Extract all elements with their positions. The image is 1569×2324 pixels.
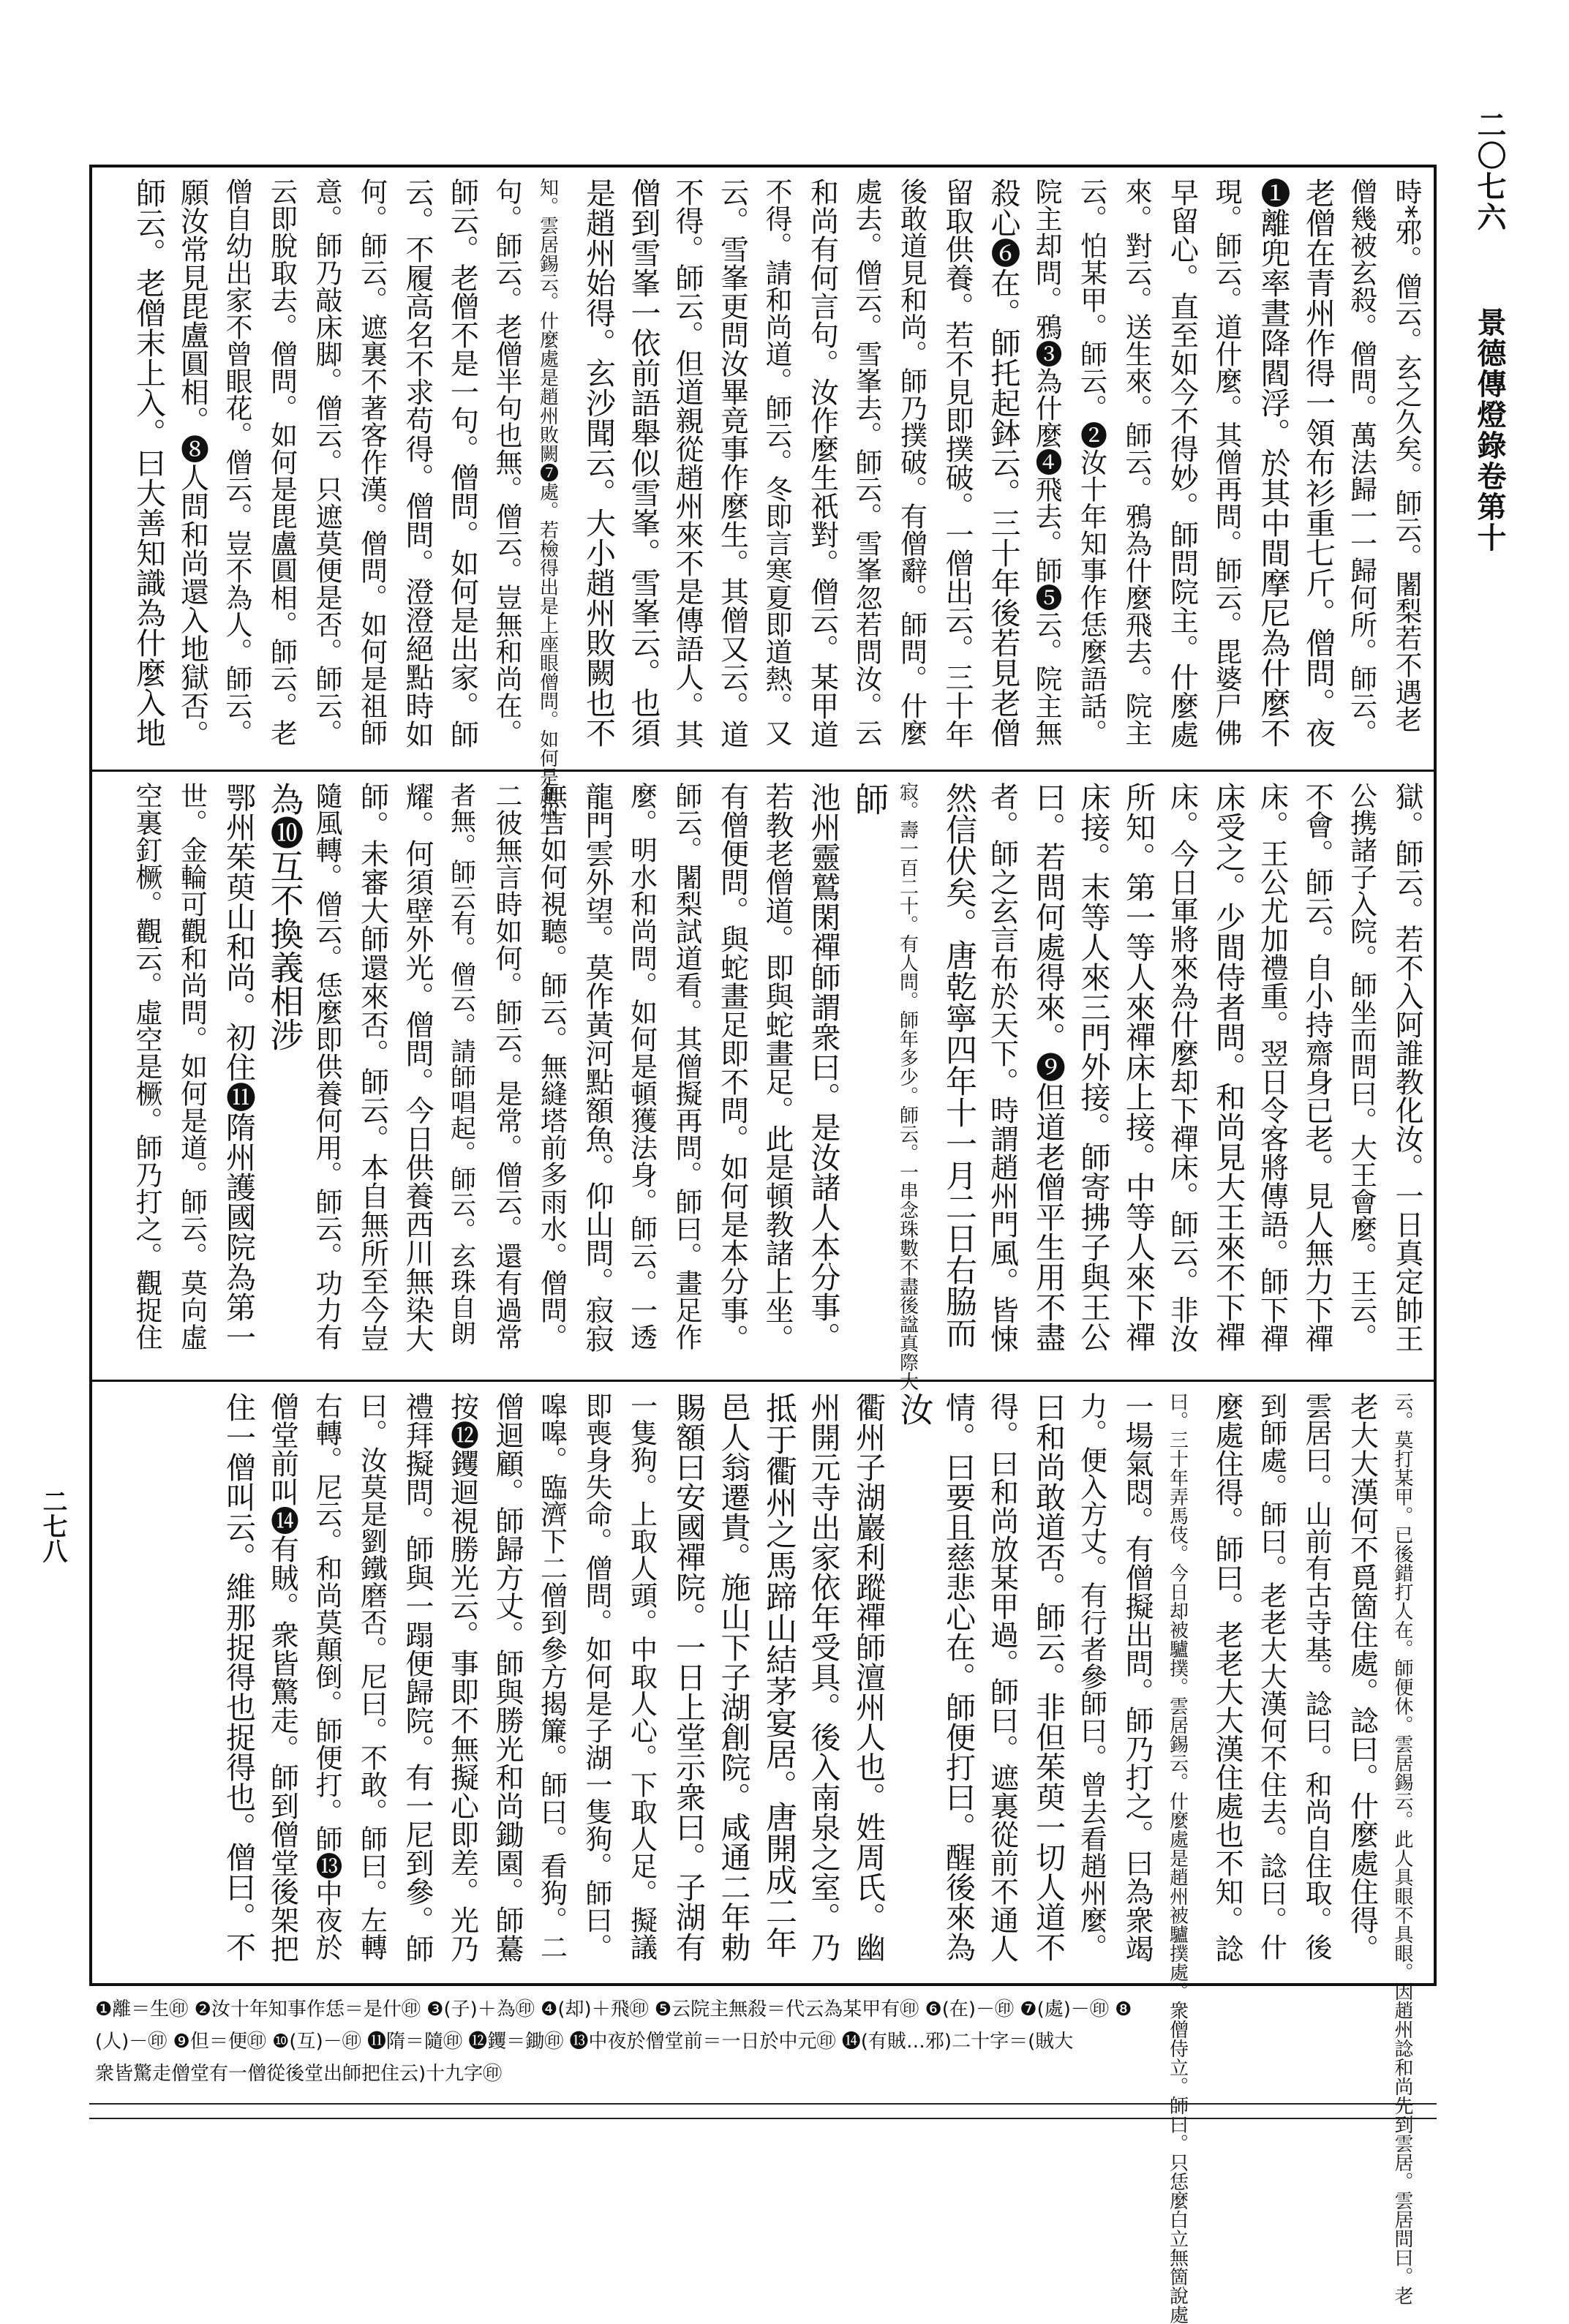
text-column: 床。今日軍將來為什麼却下禪床。師云。非汝 (1165, 782, 1199, 1353)
text-column: 云。不履高名不求苟得。僧問。澄澄絕點時如 (401, 178, 434, 748)
text-column: 來。對云。送生來。師云。鴉為什麼飛去。院主 (1121, 178, 1152, 746)
text-column: 力。便入方丈。有行者參師曰。曾去看趙州麼。 (1075, 1392, 1107, 1960)
text-column: 現。師云。道什麼。其僧再問。師云。毘婆尸佛 (1211, 178, 1242, 746)
text-column: 雲居曰。山前有古寺基。諗曰。和尚自住取。後 (1301, 1392, 1332, 1960)
text-column: 龍門雲外望。莫作黃河點額魚。仰山問。寂寂 (581, 782, 614, 1353)
text-column: 和尚有何言句。汝作麼生祇對。僧云。某甲道 (805, 178, 839, 748)
text-column: 云。莫打某甲。已後錯打人在。師便休。雲居錫云。此人具眼不具眼。因趙州諗和尚先到雲居。雲居問曰。老 (1391, 1392, 1413, 2305)
text-column: 老大大漢何不覓箇住處。諗曰。什麼處住得。 (1345, 1392, 1379, 1963)
text-column: 為❿互不換義相涉 (265, 782, 305, 1051)
text-column: 賜額曰安國禪院。一日上堂示衆曰。子湖有 (671, 1392, 706, 1962)
footnote-line: (人)－㊞ ❾但＝便㊞ ❿(互)－㊞ ⓫隋＝隨㊞ ⓬钁＝鋤㊞ ⓭中夜於僧堂前＝一日於中元㊞ ⓮(有賊…邪)二十字＝(賊大 (95, 2031, 1074, 2053)
text-column: 床接。末等人來三門外接。師寄拂子與王公 (1075, 782, 1111, 1352)
text-column: 右轉。尼云。和尚莫顛倒。師便打。師⓭中夜於 (311, 1392, 342, 1960)
text-column: 床受之。少間侍者問。和尚見大王來不下禪 (1211, 782, 1246, 1352)
bottom-rule (89, 2118, 1437, 2119)
text-column: 院主却問。鴉❸為什麼❹飛去。師❺云。院主無 (1031, 178, 1062, 746)
text-column: 者。師之玄言布於天下。時謂趙州門風。皆悚 (985, 782, 1019, 1353)
text-column: 僧到雪峯一依前語舉似雪峯。雪峯云。也須 (625, 178, 661, 748)
tier-middle (92, 770, 1434, 1391)
tier-top (92, 168, 1434, 843)
text-column: 曰和尚敢道否。師云。非但茱萸一切人道不 (1031, 1392, 1066, 1962)
text-column: 僧幾被玄殺。僧問。萬法歸一一歸何所。師云。 (1345, 178, 1377, 746)
text-column: 一隻狗。上取人頭。中取人心。下取人足。擬議 (625, 1392, 658, 1960)
text-column: 處去。僧云。雪峯去。師云。雪峯忽若問汝。云 (851, 178, 882, 746)
text-column: 後敢道見和尚。師乃撲破。有僧辭。師問。什麼 (895, 178, 928, 746)
text-column: 有僧便問。與蛇畫足即不問。如何是本分事。 (715, 782, 749, 1353)
text-column: 時*邪。僧云。玄之久矣。師云。闍梨若不遇老 (1391, 178, 1422, 733)
text-column: 池州靈鷲閑禪師謂衆曰。是汝諸人本分事。 (805, 782, 841, 1352)
text-column: 隨風轉。僧云。恁麼即供養何用。師云。功力有 (311, 782, 342, 1350)
text-column: 不會。師云。自小持齋身已老。見人無力下禪 (1301, 782, 1333, 1353)
text-column: 不得。師云。但道親從趙州來不是傳語人。其 (671, 178, 704, 748)
text-column: 公携諸子入院。師坐而問曰。大王會麼。王云。 (1345, 782, 1377, 1350)
text-column: 州開元寺出家依年受具。後入南泉之室。乃 (805, 1392, 841, 1962)
text-column: 耀。何須壁外光。僧問。今日供養西川無染大 (401, 782, 434, 1353)
text-column: 曰。汝莫是劉鐵磨否。尼曰。不敢。師曰。左轉 (355, 1392, 388, 1960)
text-column: 云。雪峯更問汝畢竟事作麼生。其僧又云。道 (715, 178, 749, 748)
text-column: 句。師云。老僧半句也無。僧云。豈無和尚在。 (491, 178, 522, 746)
footnote-line: 衆皆驚走僧堂有一僧從後堂出師把住云)十九字㊞ (95, 2063, 503, 2085)
text-column: 得。曰和尚放某甲過。師曰。遮裏從前不通人 (985, 1392, 1019, 1963)
text-column: 世。金輪可觀和尚問。如何是道。師云。莫向虛 (176, 782, 208, 1350)
text-column: 汝 (895, 1392, 935, 1426)
footnotes (95, 1993, 1441, 2090)
text-column: 早留心。直至如今不得妙。師問院主。什麼處 (1165, 178, 1199, 748)
text-column: 然信伏矣。唐乾寧四年十一月二日右脇而 (941, 782, 977, 1348)
footnote-line: ❶離＝生㊞ ❷汝十年知事作恁＝是什㊞ ❸(子)＋為㊞ ❹(却)＋飛㊞ ❺云院主無殺＝代云為某甲有㊞ ❻(在)－㊞ ❼(處)－㊞ ❽ (95, 1998, 1132, 2020)
text-column: 留取供養。若不見即撲破。一僧出云。三十年 (941, 178, 974, 748)
text-column: 師。未審大師還來否。師云。本自無所至今豈 (355, 782, 389, 1353)
text-column: 老僧在青州作得一領布衫重七斤。僧問。夜 (1301, 178, 1336, 748)
text-column: 一場氣悶。有僧擬出問。師乃打之。曰為衆竭 (1121, 1392, 1154, 1963)
text-column: 床。王公尤加禮重。翌日令客將傳語。師下禪 (1255, 782, 1289, 1353)
text-column: 殺心❻在。師托起鉢云。三十年後若見老僧 (985, 178, 1021, 748)
text-column: 曰。三十年弄馬伎。今日却被驢撲。雲居錫云。什麼處是趙州被驢撲處。衆僧侍立。師曰。只恁麼白立無箇說處 (1166, 1392, 1189, 2324)
text-column: 按⓬钁迴視勝光云。事即不無擬心即差。光乃 (445, 1392, 479, 1963)
text-column: 麼。明水和尚問。如何是頓獲法身。師云。一透 (625, 782, 658, 1350)
text-column: 是趙州始得。玄沙聞云。大小趙州敗闕也不 (581, 178, 616, 748)
text-column: 禮拜擬問。師與一蹋便歸院。有一尼到參。師 (401, 1392, 434, 1963)
text-column: 無言如何視聽。師云。無縫塔前多雨水。僧問。 (535, 782, 568, 1350)
text-column: 二彼無言時如何。師云。是常。僧云。還有過常 (491, 782, 522, 1350)
text-column: 僧自幼出家不曾眼花。僧云。豈不為人。師云。 (221, 178, 252, 746)
text-column: 者無。師云有。僧云。請師唱起。師云。玄珠自朗 (446, 782, 476, 1345)
text-column: 即喪身失命。僧問。如何是子湖一隻狗。師曰。 (581, 1392, 612, 1960)
text-column: 師云。老僧末上入。曰大善知識為什麼入地 (131, 178, 166, 748)
text-column: 不得。請和尚道。師云。冬即言寒夏即道熱。又 (761, 178, 792, 746)
text-column: 情。曰要且慈悲心在。師便打曰。醒後來為 (941, 1392, 976, 1962)
text-column: 所知。第一等人來禪床上接。中等人來下禪 (1121, 782, 1156, 1352)
text-column: 師 (850, 782, 889, 816)
text-column: 獄。師云。若不入阿誰教化汝。一日真定帥王 (1391, 782, 1423, 1353)
text-column: 空裏釘橛。觀云。虛空是橛。師乃打之。觀捉住 (131, 782, 162, 1350)
text-column: 云。怕某甲。師云。❷汝十年知事作恁麼語話。 (1075, 178, 1107, 746)
book-title: 景德傳燈錄卷第十 (1472, 307, 1507, 553)
text-column: 云即脫取去。僧問。如何是毘盧圓相。師云。老 (266, 178, 298, 746)
text-column: 住一僧叫云。維那捉得也捉得也。僧曰。不 (221, 1392, 256, 1962)
text-column: 知。雲居錫云。什麼處是趙州敗闕❼處。若檢得出是上座眼僧問。如何是趙州一 (536, 178, 559, 843)
text-column: 願汝常見毘盧圓相。❽人問和尚還入地獄否。 (176, 178, 209, 748)
text-column: 何。師云。遮裏不著客作漢。僧問。如何是祖師 (355, 178, 388, 746)
text-column: ❶離兜率晝降閻浮。於其中間摩尼為什麼不 (1255, 178, 1291, 748)
text-column: 師云。闍梨試道看。其僧擬再問。師曰。畫足作 (671, 782, 702, 1350)
bottom-rule (89, 2103, 1437, 2105)
page-number: 二〇七六 (1472, 110, 1507, 233)
text-column: 嗥嗥。臨濟下二僧到參方揭簾。師曰。看狗。二 (535, 1392, 568, 1960)
text-column: 抵于衢州之馬蹄山結茅宴居。唐開成二年 (761, 1392, 797, 1958)
text-column: 僧堂前叫⓮有賊。衆皆驚走。師到僧堂後架把 (266, 1392, 299, 1963)
text-column: 寂。壽一百二十。有人問。師年多少。師云。一串念珠數不盡後諡真際大 (896, 782, 919, 1391)
text-column: 鄂州茱萸山和尚。初住⓫隋州護國院為第一 (221, 782, 256, 1352)
text-column: 曰。若問何處得來。❾但道老僧平生用不盡 (1031, 782, 1066, 1352)
text-column: 衢州子湖巖利蹤禪師澶州人也。姓周氏。幽 (851, 1392, 886, 1962)
text-column: 邑人翁遷貴。施山下子湖創院。咸通二年勅 (715, 1392, 751, 1962)
text-column: 麼處住得。師曰。老老大大漢住處也不知。諗 (1211, 1392, 1243, 1963)
text-column: 師云。老僧不是一句。僧問。如何是出家。師 (445, 178, 479, 748)
text-column: 若教老僧道。即與蛇畫足。此是頓教諸上坐。 (761, 782, 794, 1353)
folio-number: 二七八 (38, 1489, 67, 1563)
text-column: 僧迴顧。師歸方丈。師與勝光和尚鋤園。師驀 (491, 1392, 524, 1963)
text-column: 意。師乃敲床脚。僧云。只遮莫便是否。師云。 (311, 178, 342, 746)
text-column: 到師處。師曰。老老大大漢何不住去。諗曰。什 (1255, 1392, 1287, 1960)
